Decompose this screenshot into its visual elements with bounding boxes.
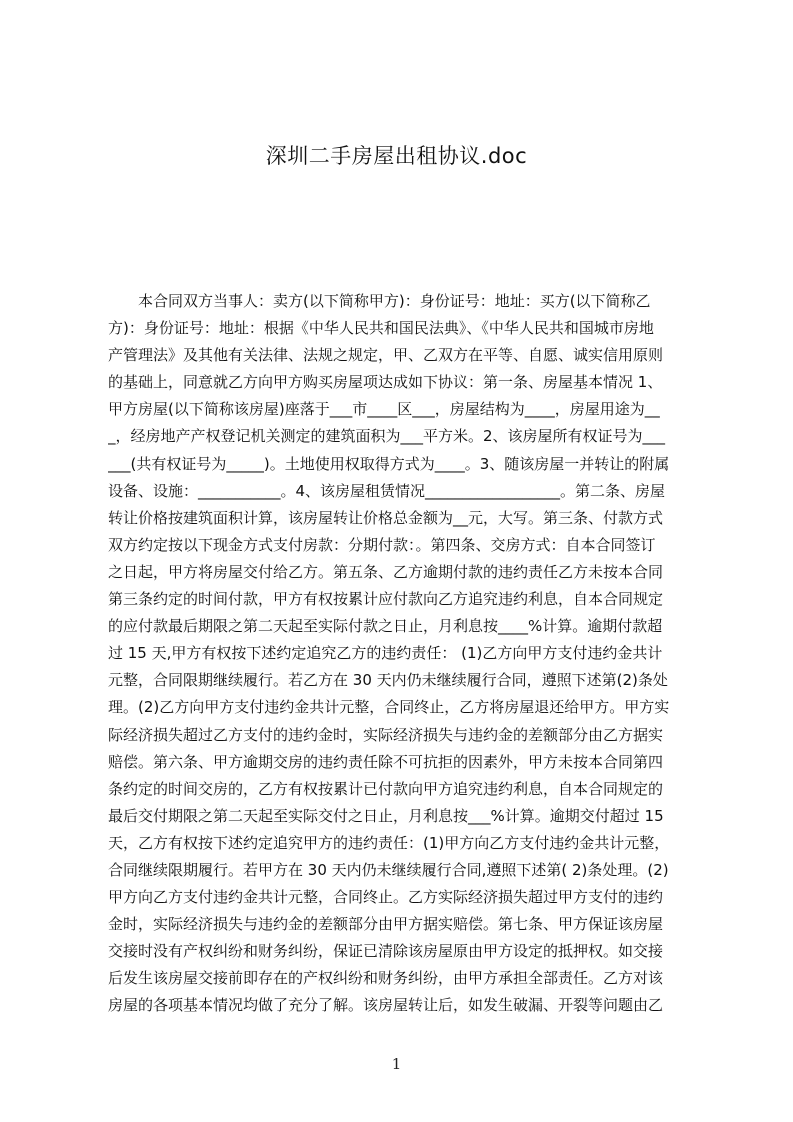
body-line: 后发生该房屋交接前即存在的产权纠纷和财务纠纷，由甲方承担全部责任。乙方对该	[108, 969, 664, 988]
body-line: 甲方房屋(以下简称该房屋)座落于___市____区___，房屋结构为____，房屋用途为__	[108, 400, 660, 419]
body-line: 条约定的时间交房的，乙方有权按累计已付款向甲方追究违约利息，自本合同规定的	[108, 779, 664, 798]
body-line: 之日起，甲方将房屋交付给乙方。第五条、乙方逾期付款的违约责任乙方未按本合同	[108, 562, 664, 581]
body-line: 天，乙方有权按下述约定追究甲方的违约责任：(1)甲方向乙方支付违约金共计元整，	[108, 833, 670, 852]
body-line: 交接时没有产权纠纷和财务纠纷，保证已清除该房屋原由甲方设定的抵押权。如交接	[108, 942, 664, 961]
body-line: 的基础上，同意就乙方向甲方购买房屋项达成如下协议：第一条、房屋基本情况 1、	[108, 373, 663, 392]
document-body	[108, 288, 694, 1020]
body-line: 产管理法》及其他有关法律、法规之规定，甲、乙双方在平等、自愿、诚实信用原则	[108, 346, 664, 365]
body-line: 本合同双方当事人：卖方(以下简称甲方)：身份证号：地址：买方(以下简称乙	[108, 292, 651, 310]
body-line: 方)：身份证号：地址：根据《中华人民共和国民法典》、《中华人民共和国城市房地	[108, 319, 654, 338]
body-line: 理。(2)乙方向甲方支付违约金共计元整，合同终止，乙方将房屋退还给甲方。甲方实	[108, 698, 670, 717]
body-line: _，经房地产产权登记机关测定的建筑面积为___平方米。2、该房屋所有权证号为___	[108, 427, 666, 446]
body-line: 过 15 天,甲方有权按下述约定追究乙方的违约责任： (1)乙方向甲方支付违约金共计	[108, 644, 663, 663]
body-line: 金时，实际经济损失与违约金的差额部分由甲方据实赔偿。第七条、甲方保证该房屋	[108, 915, 664, 934]
body-line: 赔偿。第六条、甲方逾期交房的违约责任除不可抗拒的因素外，甲方未按本合同第四	[108, 752, 664, 771]
body-line: 转让价格按建筑面积计算，该房屋转让价格总金额为__元，大写。第三条、付款方式	[108, 508, 664, 527]
body-line: 双方约定按以下现金方式支付房款：分期付款：。第四条、交房方式：自本合同签订	[108, 535, 656, 554]
body-line: 房屋的各项基本情况均做了充分了解。该房屋转让后，如发生破漏、开裂等问题由乙	[108, 996, 664, 1015]
body-line: 第三条约定的时间付款，甲方有权按累计应付款向乙方追究违约利息，自本合同规定	[108, 590, 664, 609]
document-title: 深圳二手房屋出租协议.doc	[265, 144, 528, 168]
body-line: 的应付款最后期限之第二天起至实际付款之日止，月利息按____%计算。逾期付款超	[108, 617, 663, 636]
body-line: 甲方向乙方支付违约金共计元整，合同终止。乙方实际经济损失超过甲方支付的违约	[108, 888, 664, 907]
body-line: 元整，合同限期继续履行。若乙方在 30 天内仍未继续履行合同，遵照下述第(2)条处	[108, 671, 668, 690]
page-number: 1	[391, 1055, 402, 1073]
body-line: ___(共有权证号为_____)。土地使用权取得方式为____。3、随该房屋一并转让的附属	[108, 454, 670, 473]
body-line: 合同继续限期履行。若甲方在 30 天内仍未继续履行合同,遵照下述第( 2)条处理。(2)	[108, 860, 669, 879]
body-line: 最后交付期限之第二天起至实际交付之日止，月利息按___%计算。逾期交付超过 15	[108, 806, 664, 825]
body-line: 际经济损失超过乙方支付的违约金时，实际经济损失与违约金的差额部分由乙方据实	[108, 725, 664, 744]
body-line: 设备、设施：___________。4、该房屋租赁情况__________________。第二条、房屋	[108, 481, 666, 500]
